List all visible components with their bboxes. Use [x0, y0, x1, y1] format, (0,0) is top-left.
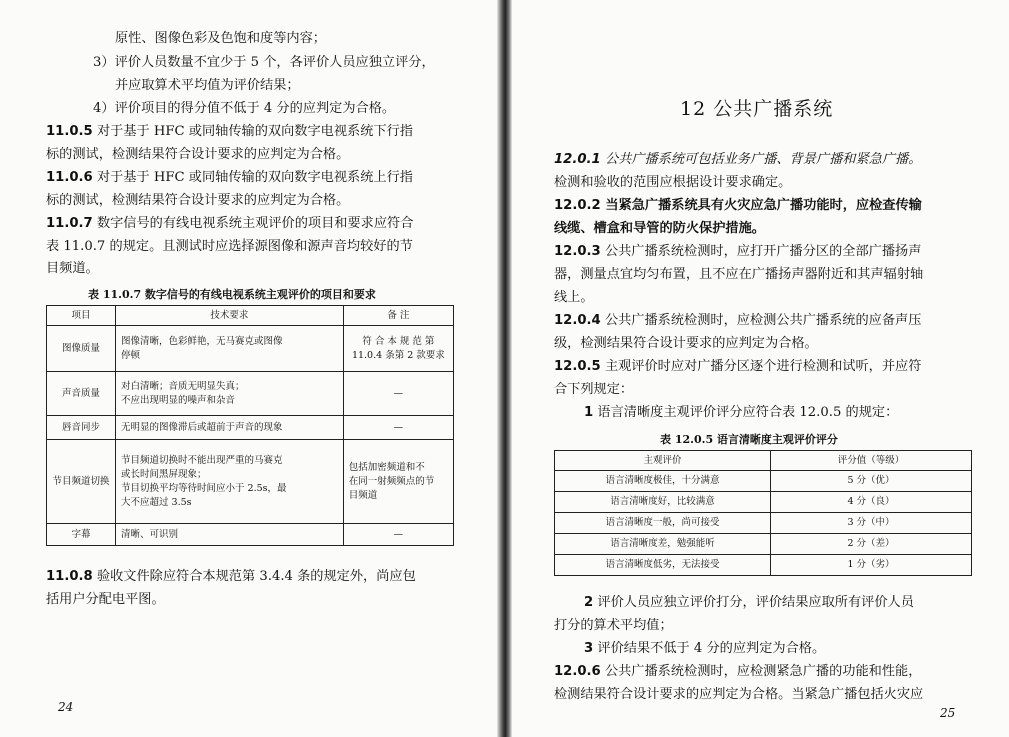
clause-number: 11.0.7 [46, 216, 93, 231]
text-line: 公共广播系统检测时，应检测紧急广播的功能和性能， [604, 664, 922, 679]
text-line: 3）评价人员数量不宜少于 5 个，各评价人员应独立评分， [93, 55, 435, 70]
table-cell: 语言清晰度差，勉强能听 [555, 534, 771, 555]
clause-12-0-3 [554, 241, 921, 263]
item-1 [584, 402, 898, 424]
table-row [47, 524, 454, 546]
table-cell: 清晰、可识别 [116, 524, 344, 546]
table-cell: 语言清晰度极佳，十分满意 [555, 471, 771, 492]
table-row [47, 372, 454, 416]
text-line: 主观评价时应对广播分区逐个进行检测和试听，并应符 [604, 359, 922, 374]
clause-number: 11.0.8 [46, 569, 93, 584]
clause-12-0-5 [554, 356, 921, 378]
text-line: 目频道。 [46, 261, 99, 276]
text-line: 检测结果符合设计要求的应判定为合格。当紧急广播包括火灾应 [554, 687, 924, 702]
table-cell: — [343, 372, 453, 416]
text-line: 公共广播系统检测时，应打开广播分区的全部广播扬声 [604, 244, 922, 259]
text-line: 公共广播系统可包括业务广播、背景广播和紧急广播。 [604, 152, 922, 167]
clause-number: 12.0.5 [554, 359, 601, 374]
table-cell: 声音质量 [47, 372, 116, 416]
book-gutter [497, 0, 512, 737]
clause-number: 12.0.6 [554, 664, 601, 679]
text-line: 器，测量点宜均匀布置，且不应在广播扬声器附近和其声辐射轴 [554, 267, 924, 282]
table-cell: 1 分（劣） [771, 555, 972, 576]
table-header: 项目 [47, 306, 116, 326]
table-header: 评分值（等级） [771, 451, 972, 471]
table-row [47, 440, 454, 524]
table-row [555, 534, 972, 555]
text-line: 评价结果不低于 4 分的应判定为合格。 [597, 641, 826, 656]
left-page [0, 0, 497, 737]
clause-11-0-5 [46, 121, 413, 143]
clause-11-0-7 [46, 213, 413, 235]
clause-12-0-2 [554, 195, 922, 217]
evaluation-table [46, 305, 454, 546]
table-cell: 语言清晰度低劣，无法接受 [555, 555, 771, 576]
table-cell: 语言清晰度好，比较满意 [555, 492, 771, 513]
clause-number: 11.0.6 [46, 170, 93, 185]
table-header: 备 注 [343, 306, 453, 326]
table-header: 主观评价 [555, 451, 771, 471]
clause-12-0-4 [554, 310, 921, 332]
text-line: 语言清晰度主观评价评分应符合表 12.0.5 的规定： [597, 405, 899, 420]
table-row [555, 492, 972, 513]
item-2 [584, 592, 914, 614]
text-line: 当紧急广播系统具有火灾应急广播功能时，应检查传输 [605, 198, 922, 213]
text-line: 数字信号的有线电视系统主观评价的项目和要求应符合 [96, 216, 414, 231]
clause-12-0-1 [554, 149, 921, 171]
text-line: 级，检测结果符合设计要求的应判定为合格。 [554, 336, 818, 351]
text-line: 括用户分配电平图。 [46, 592, 165, 607]
clause-11-0-6 [46, 167, 413, 189]
text-line: 线缆、槽盒和导管的防火保护措施。 [554, 221, 765, 236]
clause-number: 12.0.3 [554, 244, 601, 259]
text-line: 打分的算术平均值； [554, 618, 673, 633]
table-cell: 对白清晰；音质无明显失真； 不应出现明显的噪声和杂音 [116, 372, 344, 416]
text-line: 标的测试，检测结果符合设计要求的应判定为合格。 [46, 147, 350, 162]
right-page [512, 0, 1009, 737]
clarity-table [554, 450, 972, 576]
text-line: 检测和验收的范围应根据设计要求确定。 [554, 175, 792, 190]
table-row [47, 326, 454, 372]
clause-11-0-8 [46, 566, 416, 588]
clause-12-0-6 [554, 661, 921, 683]
table-row [555, 471, 972, 492]
table-header: 技术要求 [116, 306, 344, 326]
table-cell: — [343, 524, 453, 546]
text-line: 对于基于 HFC 或同轴传输的双向数字电视系统上行指 [96, 170, 413, 185]
item-number: 3 [584, 641, 594, 656]
text-line: 验收文件除应符合本规范第 3.4.4 条的规定外，尚应包 [96, 569, 416, 584]
item-number: 1 [584, 405, 594, 420]
table-cell: 无明显的图像滞后或超前于声音的现象 [116, 416, 344, 440]
table-cell: 图像清晰，色彩鲜艳，无马赛克或图像 停顿 [116, 326, 344, 372]
text-line: 标的测试，检测结果符合设计要求的应判定为合格。 [46, 193, 350, 208]
text-line: 合下列规定： [554, 382, 634, 397]
table-cell: 语言清晰度一般，尚可接受 [555, 513, 771, 534]
page-number: 25 [940, 706, 956, 720]
text-line: 原性、图像色彩及色饱和度等内容； [115, 31, 326, 46]
text-line: 对于基于 HFC 或同轴传输的双向数字电视系统下行指 [96, 124, 413, 139]
clause-number: 11.0.5 [46, 124, 93, 139]
table-row [555, 555, 972, 576]
table-row [47, 416, 454, 440]
chapter-title: 12 公共广播系统 [680, 98, 834, 120]
table-cell: 3 分（中） [771, 513, 972, 534]
clause-number: 12.0.4 [554, 313, 601, 328]
item-number: 2 [584, 595, 594, 610]
text-line: 4）评价项目的得分值不低于 4 分的应判定为合格。 [93, 101, 396, 116]
table-cell: 符 合 本 规 范 第 11.0.4 条第 2 款要求 [343, 326, 453, 372]
text-line: 公共广播系统检测时，应检测公共广播系统的应备声压 [604, 313, 922, 328]
page-number: 24 [58, 700, 74, 714]
item-3 [584, 638, 825, 660]
table-caption: 表 11.0.7 数字信号的有线电视系统主观评价的项目和要求 [88, 288, 376, 301]
clause-number: 12.0.2 [554, 198, 601, 213]
table-cell: 字幕 [47, 524, 116, 546]
text-line: 线上。 [554, 290, 594, 305]
text-line: 表 11.0.7 的规定。且测试时应选择源图像和源声音均较好的节 [46, 239, 413, 254]
table-cell: 图像质量 [47, 326, 116, 372]
table-cell: 5 分（优） [771, 471, 972, 492]
table-cell: 节目频道切换时不能出现严重的马赛克 或长时间黑屏现象； 节目切换平均等待时间应小于 2.5s，最 大不应超过 3.5s [116, 440, 344, 524]
table-cell: 唇音同步 [47, 416, 116, 440]
table-caption: 表 12.0.5 语言清晰度主观评价评分 [660, 433, 838, 446]
table-cell: 包括加密频道和不 在同一射频频点的节 目频道 [343, 440, 453, 524]
text-line: 评价人员应独立评价打分，评价结果应取所有评价人员 [597, 595, 914, 610]
table-cell: 2 分（差） [771, 534, 972, 555]
table-row [555, 513, 972, 534]
table-cell: 4 分（良） [771, 492, 972, 513]
table-cell: — [343, 416, 453, 440]
table-cell: 节目频道切换 [47, 440, 116, 524]
text-line: 并应取算术平均值为评价结果； [115, 78, 300, 93]
clause-number: 12.0.1 [554, 152, 601, 167]
